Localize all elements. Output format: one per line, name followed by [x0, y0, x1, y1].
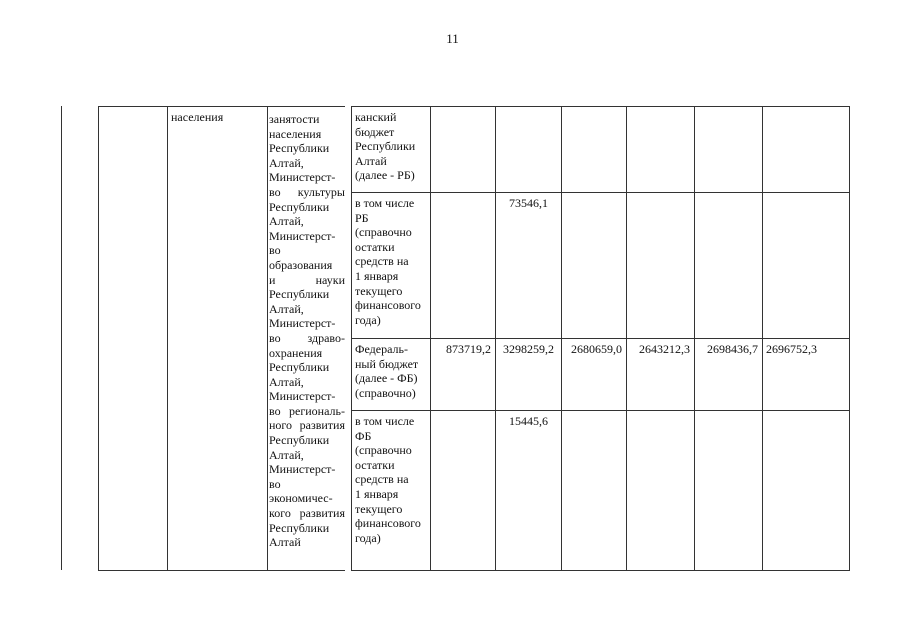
responsible-line: Министерст- — [269, 228, 336, 243]
value-cell — [695, 107, 763, 193]
responsible-line: во — [269, 476, 281, 491]
responsible-line: Алтай — [269, 535, 301, 550]
row-label: населения — [171, 110, 224, 124]
responsible-line: Алтай, — [269, 155, 304, 170]
value-cell — [431, 193, 496, 339]
value-cell — [431, 107, 496, 193]
responsible-line: Алтай, — [269, 374, 304, 389]
value-cell — [627, 193, 695, 339]
source-cell-2: Федераль- ный бюджет (далее - ФБ) (справочно) — [352, 339, 431, 411]
page-number: 11 — [446, 31, 459, 46]
responsible-line: Республики — [269, 141, 330, 156]
responsible-line: Алтай, — [269, 447, 304, 462]
responsible-line: Министерст- — [269, 462, 336, 477]
value-cell — [627, 107, 695, 193]
source-cell-1: в том числе РБ (справочно остатки средств на 1 января текущего финансового года) — [352, 193, 431, 339]
responsible-line: во здраво- — [269, 330, 345, 345]
value-cell — [562, 107, 627, 193]
responsible-line: во региональ- — [269, 403, 345, 418]
responsible-line: экономичес- — [269, 491, 333, 506]
value-cell: 873719,2 — [431, 339, 496, 411]
value-cell — [763, 193, 850, 339]
value-cell — [562, 411, 627, 571]
blank-cell — [99, 107, 168, 571]
responsible-bodies — [269, 112, 345, 550]
value-cell — [695, 411, 763, 571]
responsible-line: Алтай, — [269, 214, 304, 229]
value-cell — [431, 411, 496, 571]
responsible-line: Министерст- — [269, 389, 336, 404]
value-cell: 2680659,0 — [562, 339, 627, 411]
responsible-line: Республики — [269, 360, 330, 375]
responsible-line: и науки — [269, 272, 345, 287]
value-cell: 2643212,3 — [627, 339, 695, 411]
budget-table — [98, 106, 850, 571]
responsible-line: Республики — [269, 433, 330, 448]
responsible-line: населения — [269, 126, 322, 141]
value-cell — [695, 193, 763, 339]
value-cell: 15445,6 — [496, 411, 562, 571]
responsible-top-rule — [267, 106, 345, 107]
value-cell: 2696752,3 — [763, 339, 850, 411]
value-cell: 3298259,2 — [496, 339, 562, 411]
responsible-line: Министерст- — [269, 170, 336, 185]
responsible-line: ного развития — [269, 418, 345, 433]
responsible-line: образования — [269, 257, 333, 272]
responsible-line: занятости — [269, 112, 320, 126]
responsible-line: охранения — [269, 345, 323, 360]
responsible-line: во культуры — [269, 184, 345, 199]
responsible-line: во — [269, 243, 281, 258]
source-cell-3: в том числе ФБ (справочно остатки средств на 1 января текущего финансового года) — [352, 411, 431, 571]
responsible-line: Алтай, — [269, 301, 304, 316]
responsible-line: Республики — [269, 199, 330, 214]
value-cell — [562, 193, 627, 339]
value-cell: 2698436,7 — [695, 339, 763, 411]
responsible-line: Республики — [269, 520, 330, 535]
value-cell — [763, 411, 850, 571]
responsible-line: Республики — [269, 287, 330, 302]
responsible-line: кого развития — [269, 506, 345, 521]
value-cell: 73546,1 — [496, 193, 562, 339]
responsible-line: Министерст- — [269, 316, 336, 331]
source-cell-0: канский бюджет Республики Алтай (далее - РБ) — [352, 107, 431, 193]
responsible-bottom-rule — [267, 570, 345, 571]
left-border-line — [61, 106, 62, 570]
value-cell — [763, 107, 850, 193]
row-label-cell — [168, 107, 268, 571]
value-cell — [627, 411, 695, 571]
value-cell — [496, 107, 562, 193]
